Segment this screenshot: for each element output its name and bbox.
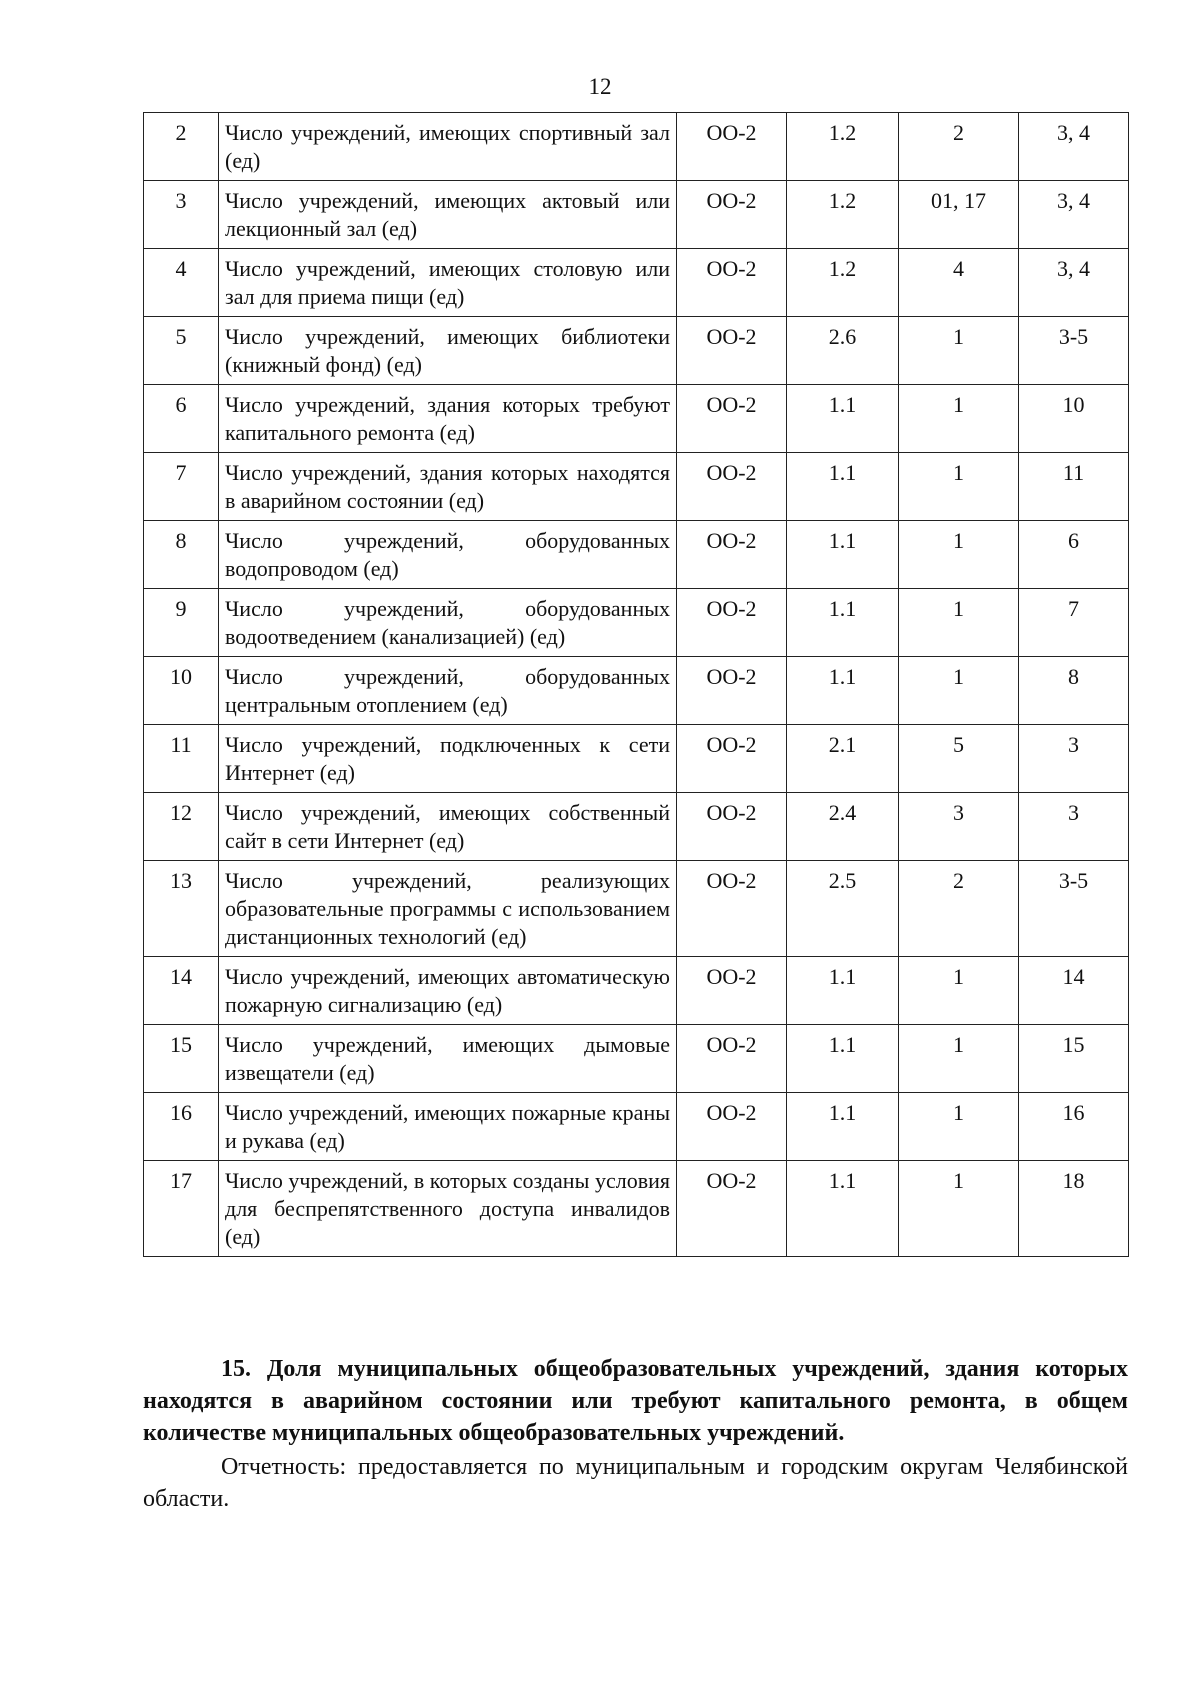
table-row	[144, 793, 1129, 861]
table-row	[144, 861, 1129, 957]
table-row	[144, 1025, 1129, 1093]
row-number-cell: 17	[144, 1161, 219, 1257]
table-row	[144, 521, 1129, 589]
form-section-cell: 1.1	[787, 1161, 899, 1257]
column-cell: 6	[1019, 521, 1129, 589]
description-cell: Число учреждений, здания которых требуют капитального ремонта (ед)	[219, 385, 677, 453]
line-cell: 1	[899, 1161, 1019, 1257]
description-cell: Число учреждений, имеющих спортивный зал (ед)	[219, 113, 677, 181]
form-section-cell: 1.2	[787, 249, 899, 317]
description-cell: Число учреждений, реализующих образовательные программы с использованием дистанционных технологий (ед)	[219, 861, 677, 957]
column-cell: 3, 4	[1019, 181, 1129, 249]
row-number-cell: 10	[144, 657, 219, 725]
form-section-cell: 2.4	[787, 793, 899, 861]
description-cell: Число учреждений, имеющих дымовые извещатели (ед)	[219, 1025, 677, 1093]
line-cell: 1	[899, 385, 1019, 453]
form-cell: ОО-2	[677, 521, 787, 589]
table-row	[144, 657, 1129, 725]
column-cell: 3-5	[1019, 317, 1129, 385]
column-cell: 8	[1019, 657, 1129, 725]
column-cell: 7	[1019, 589, 1129, 657]
form-cell: ОО-2	[677, 861, 787, 957]
page-number: 12	[588, 74, 612, 99]
row-number-cell: 15	[144, 1025, 219, 1093]
row-number-cell: 3	[144, 181, 219, 249]
form-section-cell: 1.2	[787, 181, 899, 249]
row-number-cell: 12	[144, 793, 219, 861]
form-cell: ОО-2	[677, 249, 787, 317]
description-cell: Число учреждений, имеющих автоматическую пожарную сигнализацию (ед)	[219, 957, 677, 1025]
description-cell: Число учреждений, оборудованных водопроводом (ед)	[219, 521, 677, 589]
form-cell: ОО-2	[677, 657, 787, 725]
description-cell: Число учреждений, в которых созданы условия для беспрепятственного доступа инвалидов (ед)	[219, 1161, 677, 1257]
column-cell: 16	[1019, 1093, 1129, 1161]
form-section-cell: 2.6	[787, 317, 899, 385]
form-section-cell: 1.1	[787, 385, 899, 453]
form-section-cell: 1.1	[787, 957, 899, 1025]
form-section-cell: 1.1	[787, 1093, 899, 1161]
line-cell: 1	[899, 317, 1019, 385]
description-cell: Число учреждений, имеющих актовый или лекционный зал (ед)	[219, 181, 677, 249]
row-number-cell: 7	[144, 453, 219, 521]
row-number-cell: 6	[144, 385, 219, 453]
description-cell: Число учреждений, имеющих собственный сайт в сети Интернет (ед)	[219, 793, 677, 861]
table-row	[144, 181, 1129, 249]
form-cell: ОО-2	[677, 453, 787, 521]
column-cell: 18	[1019, 1161, 1129, 1257]
column-cell: 3, 4	[1019, 249, 1129, 317]
line-cell: 1	[899, 957, 1019, 1025]
row-number-cell: 16	[144, 1093, 219, 1161]
description-cell: Число учреждений, имеющих библиотеки (книжный фонд) (ед)	[219, 317, 677, 385]
form-cell: ОО-2	[677, 113, 787, 181]
line-cell: 1	[899, 453, 1019, 521]
table-row	[144, 589, 1129, 657]
column-cell: 14	[1019, 957, 1129, 1025]
row-number-cell: 4	[144, 249, 219, 317]
column-cell: 3-5	[1019, 861, 1129, 957]
column-cell: 11	[1019, 453, 1129, 521]
line-cell: 2	[899, 861, 1019, 957]
description-cell: Число учреждений, здания которых находятся в аварийном состоянии (ед)	[219, 453, 677, 521]
line-cell: 01, 17	[899, 181, 1019, 249]
form-section-cell: 2.1	[787, 725, 899, 793]
form-section-cell: 1.1	[787, 657, 899, 725]
line-cell: 1	[899, 521, 1019, 589]
row-number-cell: 5	[144, 317, 219, 385]
row-number-cell: 2	[144, 113, 219, 181]
form-cell: ОО-2	[677, 1025, 787, 1093]
form-cell: ОО-2	[677, 317, 787, 385]
form-section-cell: 2.5	[787, 861, 899, 957]
line-cell: 5	[899, 725, 1019, 793]
form-cell: ОО-2	[677, 1161, 787, 1257]
row-number-cell: 11	[144, 725, 219, 793]
table-row	[144, 249, 1129, 317]
table-row	[144, 1093, 1129, 1161]
description-cell: Число учреждений, имеющих столовую или зал для приема пищи (ед)	[219, 249, 677, 317]
table-body	[144, 113, 1129, 1257]
column-cell: 10	[1019, 385, 1129, 453]
description-cell: Число учреждений, подключенных к сети Интернет (ед)	[219, 725, 677, 793]
column-cell: 15	[1019, 1025, 1129, 1093]
form-section-cell: 1.2	[787, 113, 899, 181]
report-paragraph: Отчетность: предоставляется по муниципальным и городским округам Челябинской области.	[143, 1454, 1128, 1512]
table-row	[144, 957, 1129, 1025]
description-cell: Число учреждений, оборудованных центральным отоплением (ед)	[219, 657, 677, 725]
form-cell: ОО-2	[677, 793, 787, 861]
description-cell: Число учреждений, имеющих пожарные краны и рукава (ед)	[219, 1093, 677, 1161]
line-cell: 4	[899, 249, 1019, 317]
table-row	[144, 113, 1129, 181]
table-row	[144, 725, 1129, 793]
line-cell: 1	[899, 1025, 1019, 1093]
section-15	[143, 1353, 1128, 1515]
line-cell: 1	[899, 1093, 1019, 1161]
row-number-cell: 8	[144, 521, 219, 589]
column-cell: 3	[1019, 793, 1129, 861]
table-row	[144, 453, 1129, 521]
form-cell: ОО-2	[677, 181, 787, 249]
line-cell: 1	[899, 657, 1019, 725]
line-cell: 3	[899, 793, 1019, 861]
row-number-cell: 9	[144, 589, 219, 657]
table-row	[144, 317, 1129, 385]
row-number-cell: 14	[144, 957, 219, 1025]
form-cell: ОО-2	[677, 589, 787, 657]
line-cell: 1	[899, 589, 1019, 657]
row-number-cell: 13	[144, 861, 219, 957]
table-row	[144, 385, 1129, 453]
form-section-cell: 1.1	[787, 589, 899, 657]
line-cell: 2	[899, 113, 1019, 181]
description-cell: Число учреждений, оборудованных водоотведением (канализацией) (ед)	[219, 589, 677, 657]
form-cell: ОО-2	[677, 725, 787, 793]
form-section-cell: 1.1	[787, 453, 899, 521]
column-cell: 3, 4	[1019, 113, 1129, 181]
indicator-table	[143, 112, 1129, 1257]
form-section-cell: 1.1	[787, 521, 899, 589]
form-cell: ОО-2	[677, 385, 787, 453]
form-section-cell: 1.1	[787, 1025, 899, 1093]
section-heading: 15. Доля муниципальных общеобразовательных учреждений, здания которых находятся в аварийном состоянии или требуют капитального ремонта, в общем количестве муниципальных общеобразовательных учреждений.	[143, 1356, 1128, 1446]
table-row	[144, 1161, 1129, 1257]
form-cell: ОО-2	[677, 1093, 787, 1161]
column-cell: 3	[1019, 725, 1129, 793]
form-cell: ОО-2	[677, 957, 787, 1025]
